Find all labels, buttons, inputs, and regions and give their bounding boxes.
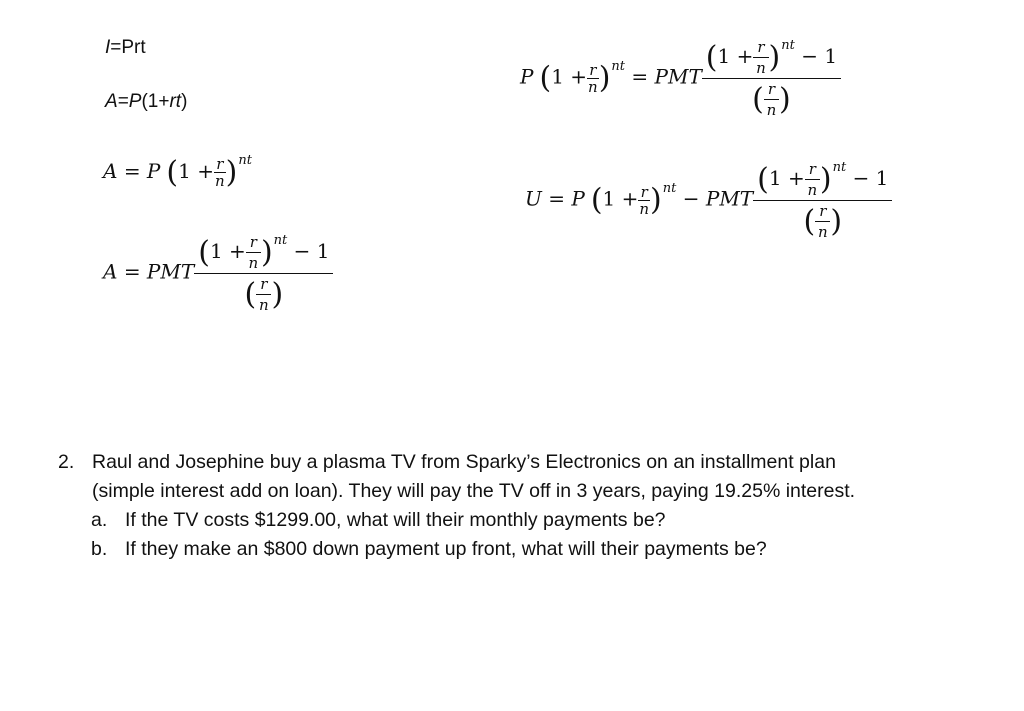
problem-text-line2: (simple interest add on loan). They will pay the TV off in 3 years, paying 19.25% interest.	[92, 480, 856, 502]
annuity-amount-formula: A = PMT (1 + $\frac{r}{n}$ )$^{nt}$ − 1 ( $\frac{r}{n}$ )	[103, 233, 333, 313]
part-a-text: If the TV costs $1299.00, what will their monthly payments be?	[125, 509, 666, 531]
problem-part-a	[91, 506, 855, 535]
simple-amount-formula: A=P(1+rt)	[105, 91, 188, 112]
word-problem	[58, 448, 855, 564]
problem-part-b	[91, 535, 855, 564]
problem-number: 2.	[58, 451, 75, 473]
simple-interest-formula: I=Prt	[105, 37, 146, 58]
unpaid-balance-formula: U = P (1 + $\frac{r}{n}$ )$^{nt}$ − PMT (1 + $\frac{r}{n}$ )$^{nt}$ − 1 ( $\frac{r}{n}$ )	[525, 160, 892, 240]
compound-amount-formula: A = P (1 + $\frac{r}{n}$ )$^{nt}$	[103, 153, 252, 190]
equivalence-formula: P (1 + $\frac{r}{n}$ )$^{nt}$ = PMT (1 + $\frac{r}{n}$ )$^{nt}$ − 1 ( $\frac{r}{n}$ )	[520, 38, 841, 118]
part-b-text: If they make an $800 down payment up front, what will their payments be?	[125, 538, 767, 560]
part-b-label: b.	[91, 538, 108, 560]
part-a-label: a.	[91, 509, 108, 531]
problem-text-line1: Raul and Josephine buy a plasma TV from Sparky’s Electronics on an installment plan	[92, 451, 836, 473]
